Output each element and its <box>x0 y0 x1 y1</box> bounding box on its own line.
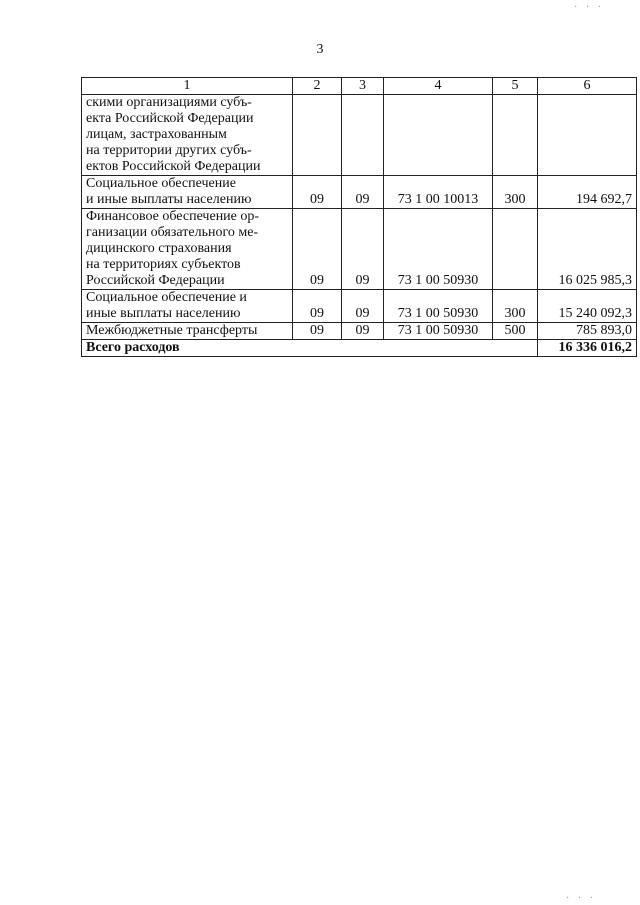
row-subsection <box>342 95 384 176</box>
row-amount: 15 240 092,3 <box>538 290 637 323</box>
row-expense-type: 500 <box>493 323 538 340</box>
row-subsection: 09 <box>342 323 384 340</box>
row-expense-type: 300 <box>493 290 538 323</box>
table-row <box>82 176 637 209</box>
scan-artifact: · · · <box>566 893 596 904</box>
header-col-1: 1 <box>82 78 293 95</box>
row-target-article: 73 1 00 50930 <box>384 290 493 323</box>
row-expense-type <box>493 209 538 290</box>
row-description: Социальное обеспечение и иные выплаты населению <box>82 290 293 323</box>
row-description: скими организациями субъ- екта Российской Федерации лицам, застрахованным на территории других субъ- ектов Российской Федерации <box>82 95 293 176</box>
row-description: Финансовое обеспечение ор- ганизации обязательного ме- дицинского страхования на территориях субъектов Российской Федерации <box>82 209 293 290</box>
row-expense-type: 300 <box>493 176 538 209</box>
header-col-6: 6 <box>538 78 637 95</box>
row-subsection: 09 <box>342 290 384 323</box>
table-header-row <box>82 78 637 95</box>
header-col-5: 5 <box>493 78 538 95</box>
table-row <box>82 209 637 290</box>
total-amount: 16 336 016,2 <box>538 340 637 357</box>
row-section: 09 <box>293 290 342 323</box>
row-subsection: 09 <box>342 209 384 290</box>
row-section <box>293 95 342 176</box>
table-row <box>82 323 637 340</box>
row-section: 09 <box>293 176 342 209</box>
row-expense-type <box>493 95 538 176</box>
row-target-article: 73 1 00 50930 <box>384 209 493 290</box>
scan-artifact: · · · <box>574 2 604 13</box>
row-amount <box>538 95 637 176</box>
row-target-article: 73 1 00 10013 <box>384 176 493 209</box>
table-row <box>82 95 637 176</box>
row-amount: 194 692,7 <box>538 176 637 209</box>
total-row <box>82 340 637 357</box>
header-col-3: 3 <box>342 78 384 95</box>
expenditure-table <box>81 77 637 357</box>
row-subsection: 09 <box>342 176 384 209</box>
table-row <box>82 290 637 323</box>
row-description: Социальное обеспечение и иные выплаты населению <box>82 176 293 209</box>
row-amount: 16 025 985,3 <box>538 209 637 290</box>
row-target-article <box>384 95 493 176</box>
header-col-2: 2 <box>293 78 342 95</box>
row-description: Межбюджетные трансферты <box>82 323 293 340</box>
page-number: 3 <box>316 42 324 57</box>
header-col-4: 4 <box>384 78 493 95</box>
total-label: Всего расходов <box>82 340 538 357</box>
row-section: 09 <box>293 209 342 290</box>
row-section: 09 <box>293 323 342 340</box>
row-amount: 785 893,0 <box>538 323 637 340</box>
row-target-article: 73 1 00 50930 <box>384 323 493 340</box>
